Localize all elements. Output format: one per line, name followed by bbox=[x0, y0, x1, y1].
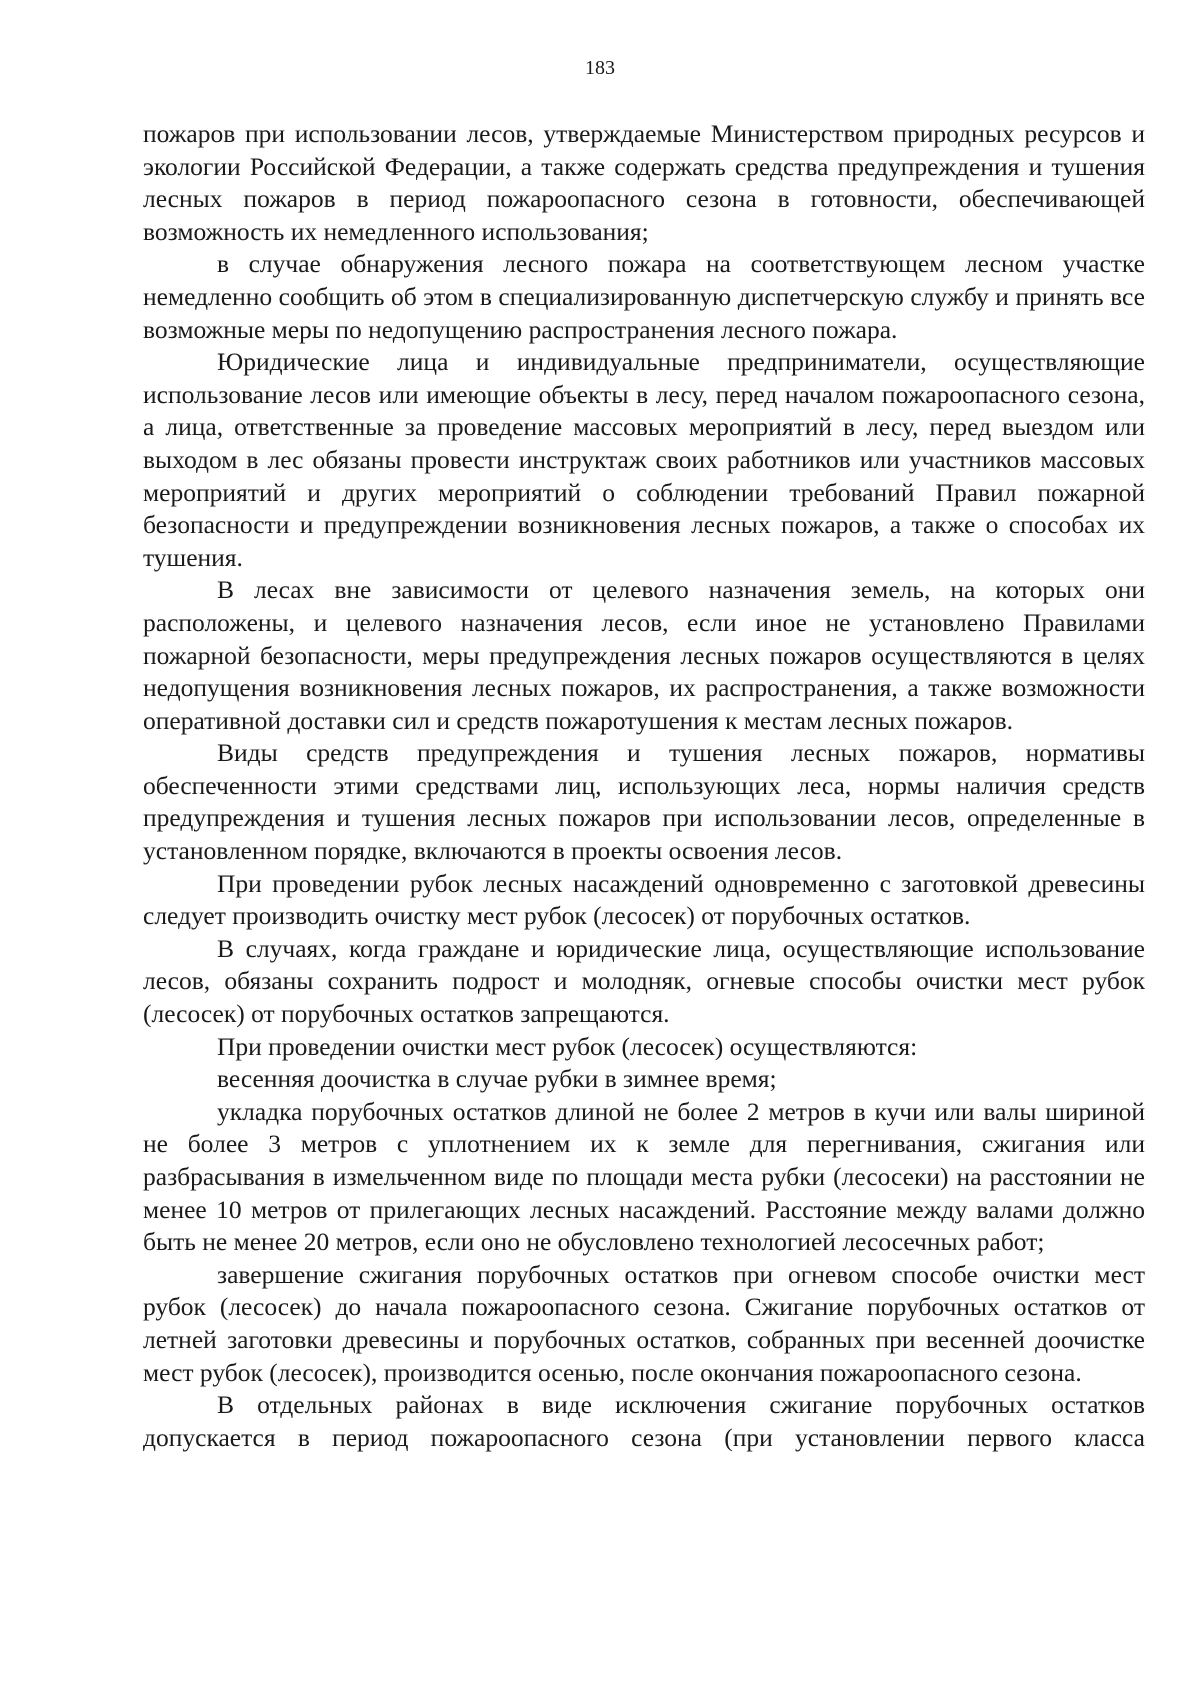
paragraph: Виды средств предупреждения и тушения лесных пожаров, нормативы обеспеченности этими средствами лиц, использующих леса, нормы наличия средств предупреждения и тушения лесных пожаров при использовании лесов, определенные в установленном порядке, включаются в проекты освоения лесов. bbox=[143, 738, 1145, 866]
paragraph: Юридические лица и индивидуальные предприниматели, осуществляющие использование лесов или имеющие объекты в лесу, перед началом пожароопасного сезона, а лица, ответственные за проведение массовых мероприятий в лесу, перед выездом или выходом в лес обязаны провести инструктаж своих работников или участников массовых мероприятий и других мероприятий о соблюдении требований Правил пожарной безопасности и предупреждении возникновения лесных пожаров, а также о способах их тушения. bbox=[143, 347, 1145, 572]
paragraph-continued: пожаров при использовании лесов, утверждаемые Министерством природных ресурсов и экологии Российской Федерации, а также содержать средства предупреждения и тушения лесных пожаров в период пожароопасного сезона в готовности, обеспечивающей возможность их немедленного использования; bbox=[143, 119, 1145, 246]
page-number: 183 bbox=[585, 57, 615, 79]
paragraph-truncated: В отдельных районах в виде исключения сжигание порубочных остатков допускается в период пожароопасного сезона (при установлении первого класса bbox=[143, 1390, 1145, 1452]
paragraph: При проведении очистки мест рубок (лесосек) осуществляются: bbox=[217, 1031, 918, 1061]
paragraph: весенняя доочистка в случае рубки в зимнее время; bbox=[217, 1064, 777, 1094]
paragraph: При проведении рубок лесных насаждений одновременно с заготовкой древесины следует производить очистку мест рубок (лесосек) от порубочных остатков. bbox=[143, 868, 1145, 931]
paragraph: В лесах вне зависимости от целевого назначения земель, на которых они расположены, и целевого назначения лесов, если иное не установлено Правилами пожарной безопасности, меры предупреждения лесных пожаров осуществляются в целях недопущения возникновения лесных пожаров, их распространения, а также возможности оперативной доставки сил и средств пожаротушения к местам лесных пожаров. bbox=[143, 575, 1145, 735]
paragraph: укладка порубочных остатков длиной не более 2 метров в кучи или валы шириной не более 3 метров с уплотнением их к земле для перегнивания, сжигания или разбрасывания в измельченном виде по площади места рубки (лесосеки) на расстоянии не менее 10 метров от прилегающих лесных насаждений. Расстояние между валами должно быть не менее 20 метров, если оно не обусловлено технологией лесосечных работ; bbox=[143, 1096, 1145, 1257]
document-body bbox=[143, 118, 1145, 1454]
paragraph: В случаях, когда граждане и юридические лица, осуществляющие использование лесов, обязаны сохранить подрост и молодняк, огневые способы очистки мест рубок (лесосек) от порубочных остатков запрещаются. bbox=[143, 933, 1145, 1029]
paragraph: в случае обнаружения лесного пожара на соответствующем лесном участке немедленно сообщить об этом в специализированную диспетчерскую службу и принять все возможные меры по недопущению распространения лесного пожара. bbox=[143, 249, 1145, 344]
paragraph: завершение сжигания порубочных остатков при огневом способе очистки мест рубок (лесосек) до начала пожароопасного сезона. Сжигание порубочных остатков от летней заготовки древесины и порубочных остатков, собранных при весенней доочистке мест рубок (лесосек), производится осенью, после окончания пожароопасного сезона. bbox=[143, 1259, 1145, 1387]
